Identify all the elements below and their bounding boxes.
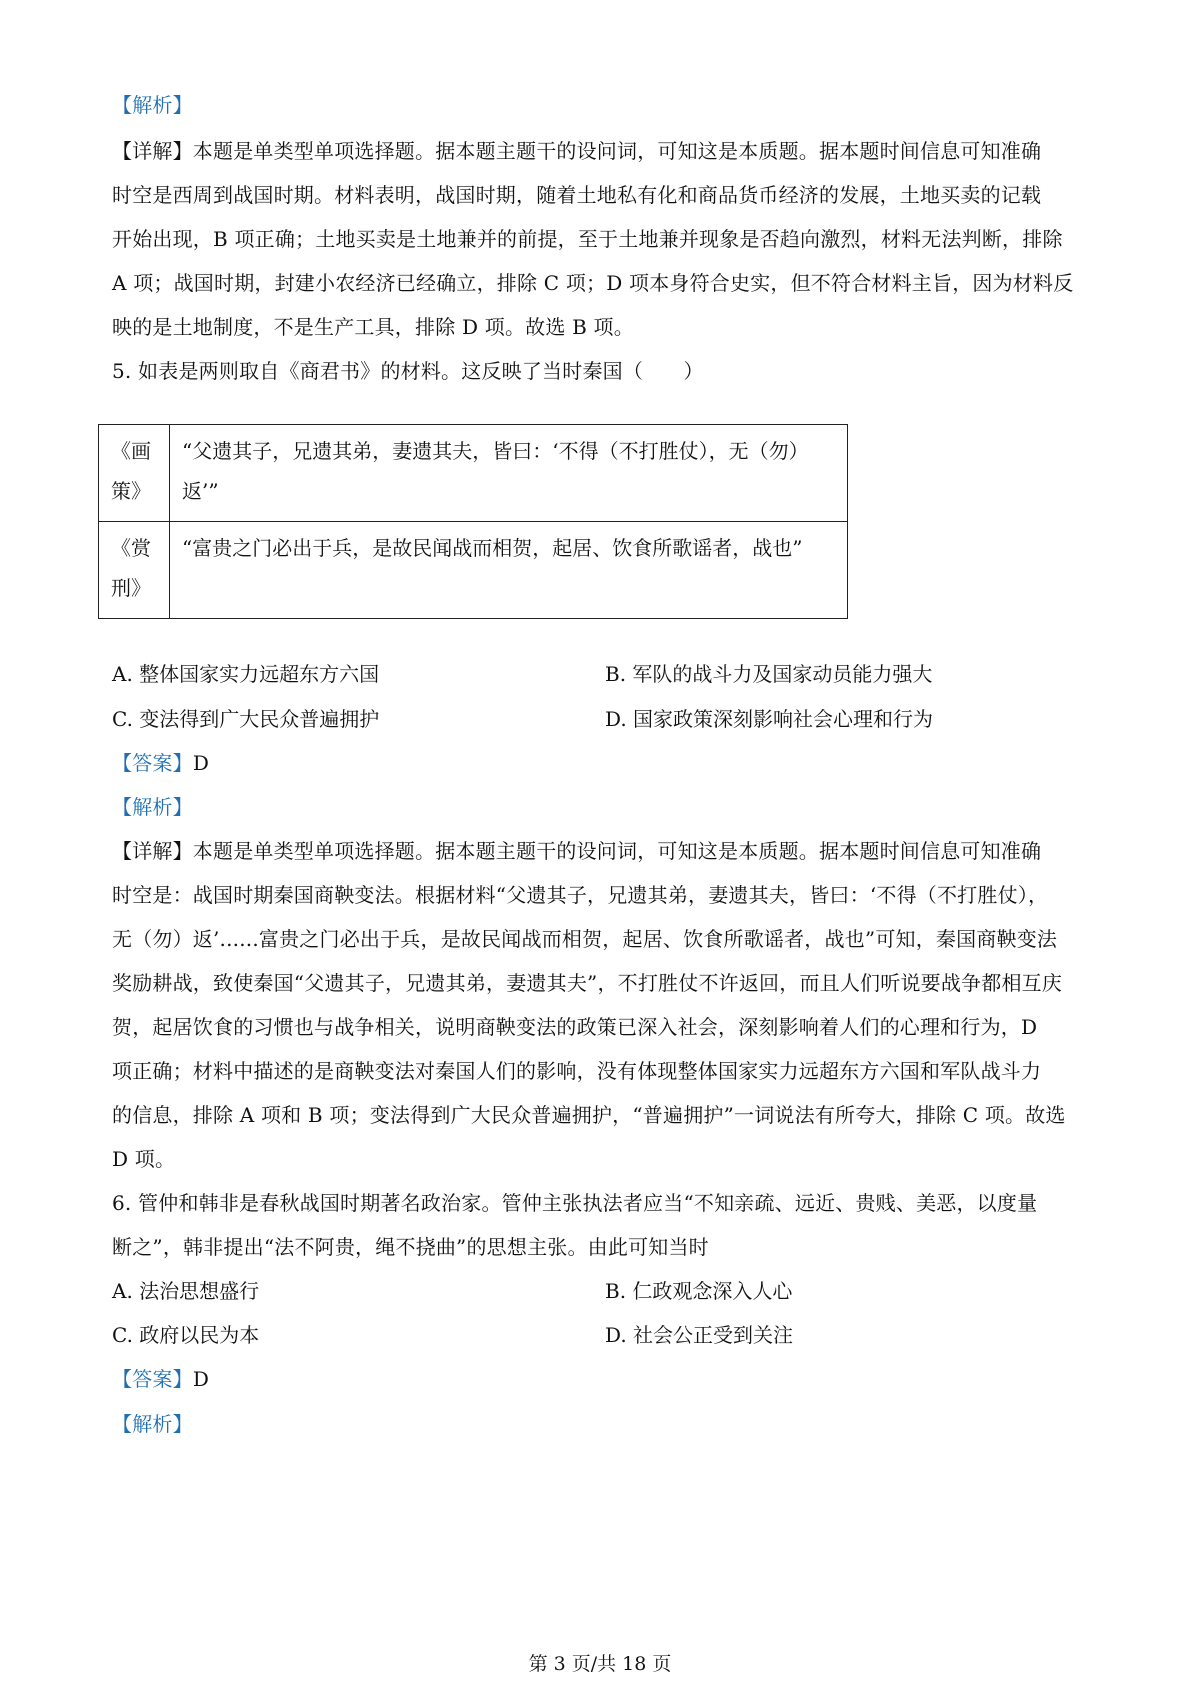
option-c: C. 政府以民为本 (112, 1323, 260, 1347)
answer-tag: 【答案】 (112, 751, 193, 775)
detail-line: 映的是土地制度，不是生产工具，排除 D 项。故选 B 项。 (112, 315, 634, 339)
analysis-heading: 【解析】 (112, 93, 193, 117)
question-6-stem: 6. 管仲和韩非是春秋战国时期著名政治家。管仲主张执法者应当“不知亲疏、远近、贵贱、美恶，以度量 (112, 1191, 1038, 1215)
question-5-stem: 5. 如表是两则取自《商君书》的材料。这反映了当时秦国（ ） (112, 359, 704, 383)
option-d: D. 社会公正受到关注 (605, 1323, 794, 1347)
option-a: A. 整体国家实力远超东方六国 (112, 662, 380, 686)
detail-line: 的信息，排除 A 项和 B 项；变法得到广大民众普遍拥护，“普遍拥护”一词说法有所夸大，排除 C 项。故选 (112, 1103, 1066, 1127)
table-cell-text: “父遗其子，兄遗其弟，妻遗其夫，皆曰：‘不得（不打胜仗），无（勿）返’” (170, 425, 848, 522)
detail-line: 贺，起居饮食的习惯也与战争相关，说明商鞅变法的政策已深入社会，深刻影响着人们的心理和行为，D (112, 1015, 1038, 1039)
analysis-heading: 【解析】 (112, 1412, 193, 1436)
detail-line: 【详解】本题是单类型单项选择题。据本题主题干的设问词，可知这是本质题。据本题时间信息可知准确 (112, 839, 1042, 863)
option-d: D. 国家政策深刻影响社会心理和行为 (605, 707, 934, 731)
table-cell-label: 《赏刑》 (99, 522, 170, 619)
detail-line: 时空是：战国时期秦国商鞅变法。根据材料“父遗其子，兄遗其弟，妻遗其夫，皆曰：‘不得（不打胜仗）， (112, 883, 1049, 907)
detail-line: 无（勿）返’......富贵之门必出于兵，是故民闻战而相贺，起居、饮食所歌谣者，战也”可知，秦国商鞅变法 (112, 927, 1058, 951)
table-row (99, 425, 848, 522)
detail-line: 【详解】本题是单类型单项选择题。据本题主题干的设问词，可知这是本质题。据本题时间信息可知准确 (112, 139, 1042, 163)
option-b: B. 军队的战斗力及国家动员能力强大 (605, 662, 933, 686)
detail-line: A 项；战国时期，封建小农经济已经确立，排除 C 项；D 项本身符合史实，但不符合材料主旨，因为材料反 (112, 271, 1074, 295)
source-table (98, 424, 848, 619)
detail-line: 开始出现，B 项正确；土地买卖是土地兼并的前提，至于土地兼并现象是否趋向激烈，材料无法判断，排除 (112, 227, 1063, 251)
detail-line: D 项。 (112, 1147, 176, 1171)
detail-line: 时空是西周到战国时期。材料表明，战国时期，随着土地私有化和商品货币经济的发展，土地买卖的记载 (112, 183, 1042, 207)
option-c: C. 变法得到广大民众普遍拥护 (112, 707, 380, 731)
answer-value: D (192, 1367, 210, 1391)
analysis-heading: 【解析】 (112, 795, 193, 819)
table-row (99, 522, 848, 619)
answer-line (112, 1365, 209, 1393)
answer-value: D (192, 751, 210, 775)
table-cell-text: “富贵之门必出于兵，是故民闻战而相贺，起居、饮食所歌谣者，战也” (170, 522, 848, 619)
option-b: B. 仁政观念深入人心 (605, 1279, 793, 1303)
page-number: 第 3 页/共 18 页 (528, 1653, 672, 1675)
table-cell-label: 《画策》 (99, 425, 170, 522)
option-a: A. 法治思想盛行 (112, 1279, 260, 1303)
detail-line: 项正确；材料中描述的是商鞅变法对秦国人们的影响，没有体现整体国家实力远超东方六国和军队战斗力 (112, 1059, 1042, 1083)
question-6-stem: 断之”，韩非提出“法不阿贵，绳不挠曲”的思想主张。由此可知当时 (112, 1235, 709, 1259)
answer-line (112, 749, 209, 777)
answer-tag: 【答案】 (112, 1367, 193, 1391)
detail-line: 奖励耕战，致使秦国“父遗其子，兄遗其弟，妻遗其夫”，不打胜仗不许返回，而且人们听说要战争都相互庆 (112, 971, 1063, 995)
